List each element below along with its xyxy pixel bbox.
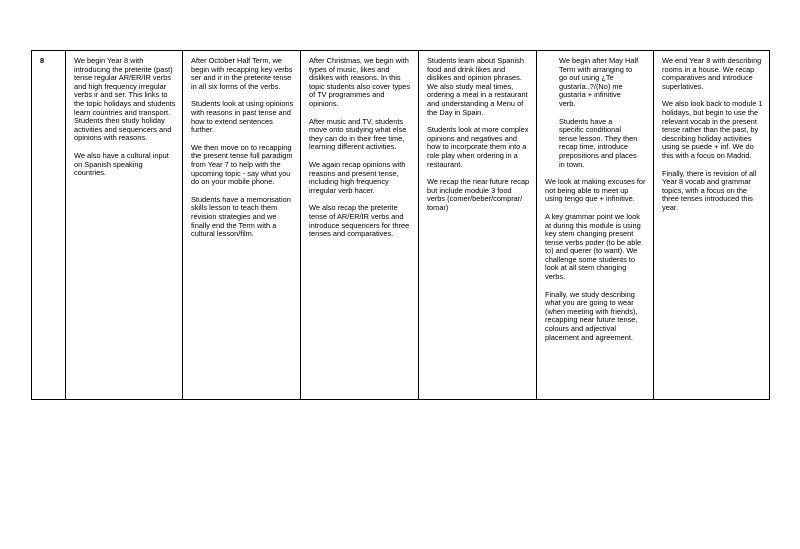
paragraph: A key grammar point we look at during this module is using key stem changing present tense verbs poder (to be able to) and querer (to want). We challenge some students to look at all stem changing verbs.	[545, 211, 642, 282]
term-cell-autumn-1	[66, 51, 183, 400]
paragraph: Students have a memorisation skills lesson to teach them revision strategies and we finally end the Term with a cultural lesson/film.	[191, 194, 291, 239]
paragraph: We begin after May Half Term with arranging to go out using ¿Te gustaría..?/(No) me gustaría + infinitive verb.	[559, 56, 639, 108]
paragraph: Students look at more complex opinions and negatives and how to incorporate them into a role play when ordering in a restaurant.	[427, 125, 529, 169]
term-cell-summer-1	[537, 51, 654, 400]
paragraph: Students learn about Spanish food and drink likes and dislikes and opinion phrases. We also study meal times, ordering a meal in a restaurant and understanding a Menu of the Day in Spain.	[427, 56, 528, 117]
row-number: 8	[40, 56, 45, 65]
term-cell-autumn-2	[183, 51, 301, 400]
term-cell-summer-2	[654, 51, 770, 400]
term-cell-spring-2	[419, 51, 537, 400]
paragraph: We recap the near future recap but include module 3 food verbs (comer/beber/comprar/ tomar)	[427, 177, 530, 212]
term-cell-spring-1	[301, 51, 419, 400]
paragraph: We end Year 8 with describing rooms in a house. We recap comparatives and introduce superlatives.	[662, 56, 762, 91]
paragraph: Finally, there is revision of all Year 8 vocab and grammar topics, with a focus on the three tenses introduced this year.	[662, 168, 757, 212]
curriculum-table	[31, 50, 770, 400]
paragraph: Students have a specific conditional tense lesson. They then recap time, introduce prepositions and places in town.	[559, 116, 638, 169]
paragraph: After October Half Term, we begin with recapping key verbs ser and ir in the preterite tense in all six forms of the verbs.	[191, 56, 293, 91]
paragraph: We also look back to module 1 holidays, but begin to use the relevant vocab in the present tense rather than the past, by describing holiday activities using se puede + inf. We do this with a focus on Madrid.	[662, 99, 763, 160]
paragraph: We again recap opinions with reasons and present tense, including high frequency irregular verb hacer.	[309, 159, 406, 195]
paragraph: After Christmas, we begin with types of music, likes and dislikes with reasons. In this topic students also cover types of TV programmes and opinions.	[309, 56, 411, 108]
paragraph: Students look at using opinions with reasons in past tense and how to extend sentences further.	[191, 99, 294, 135]
paragraph: After music and TV, students move onto studying what else they can do in their free time, learning different activities.	[309, 116, 407, 152]
paragraph: We begin Year 8 with introducing the preterite (past) tense regular AR/ER/IR verbs and high frequency irregular verbs ir and ser. This links to the topic holidays and students learn countries and transport. Students then study holiday activities and sequencers and opinions with reasons.	[74, 56, 176, 143]
paragraph: We then move on to recapping the present tense full paradigm from Year 7 to help with the upcoming topic - say what you do on your mobile phone.	[191, 142, 293, 187]
paragraph: We also have a cultural input on Spanish speaking countries.	[74, 150, 169, 178]
paragraph: We also recap the preterite tense of AR/ER/IR verbs and introduce sequencers for three tenses and comparatives.	[309, 203, 410, 239]
table-row	[32, 51, 770, 400]
paragraph: We look at making excuses for not being able to meet up using tengo que + infinitive.	[545, 177, 646, 204]
row-number-cell	[32, 51, 66, 400]
paragraph: Finally, we study describing what you are going to wear (when meeting with friends), recapping near future tense, colours and adjectival placement and agreement.	[545, 289, 638, 342]
